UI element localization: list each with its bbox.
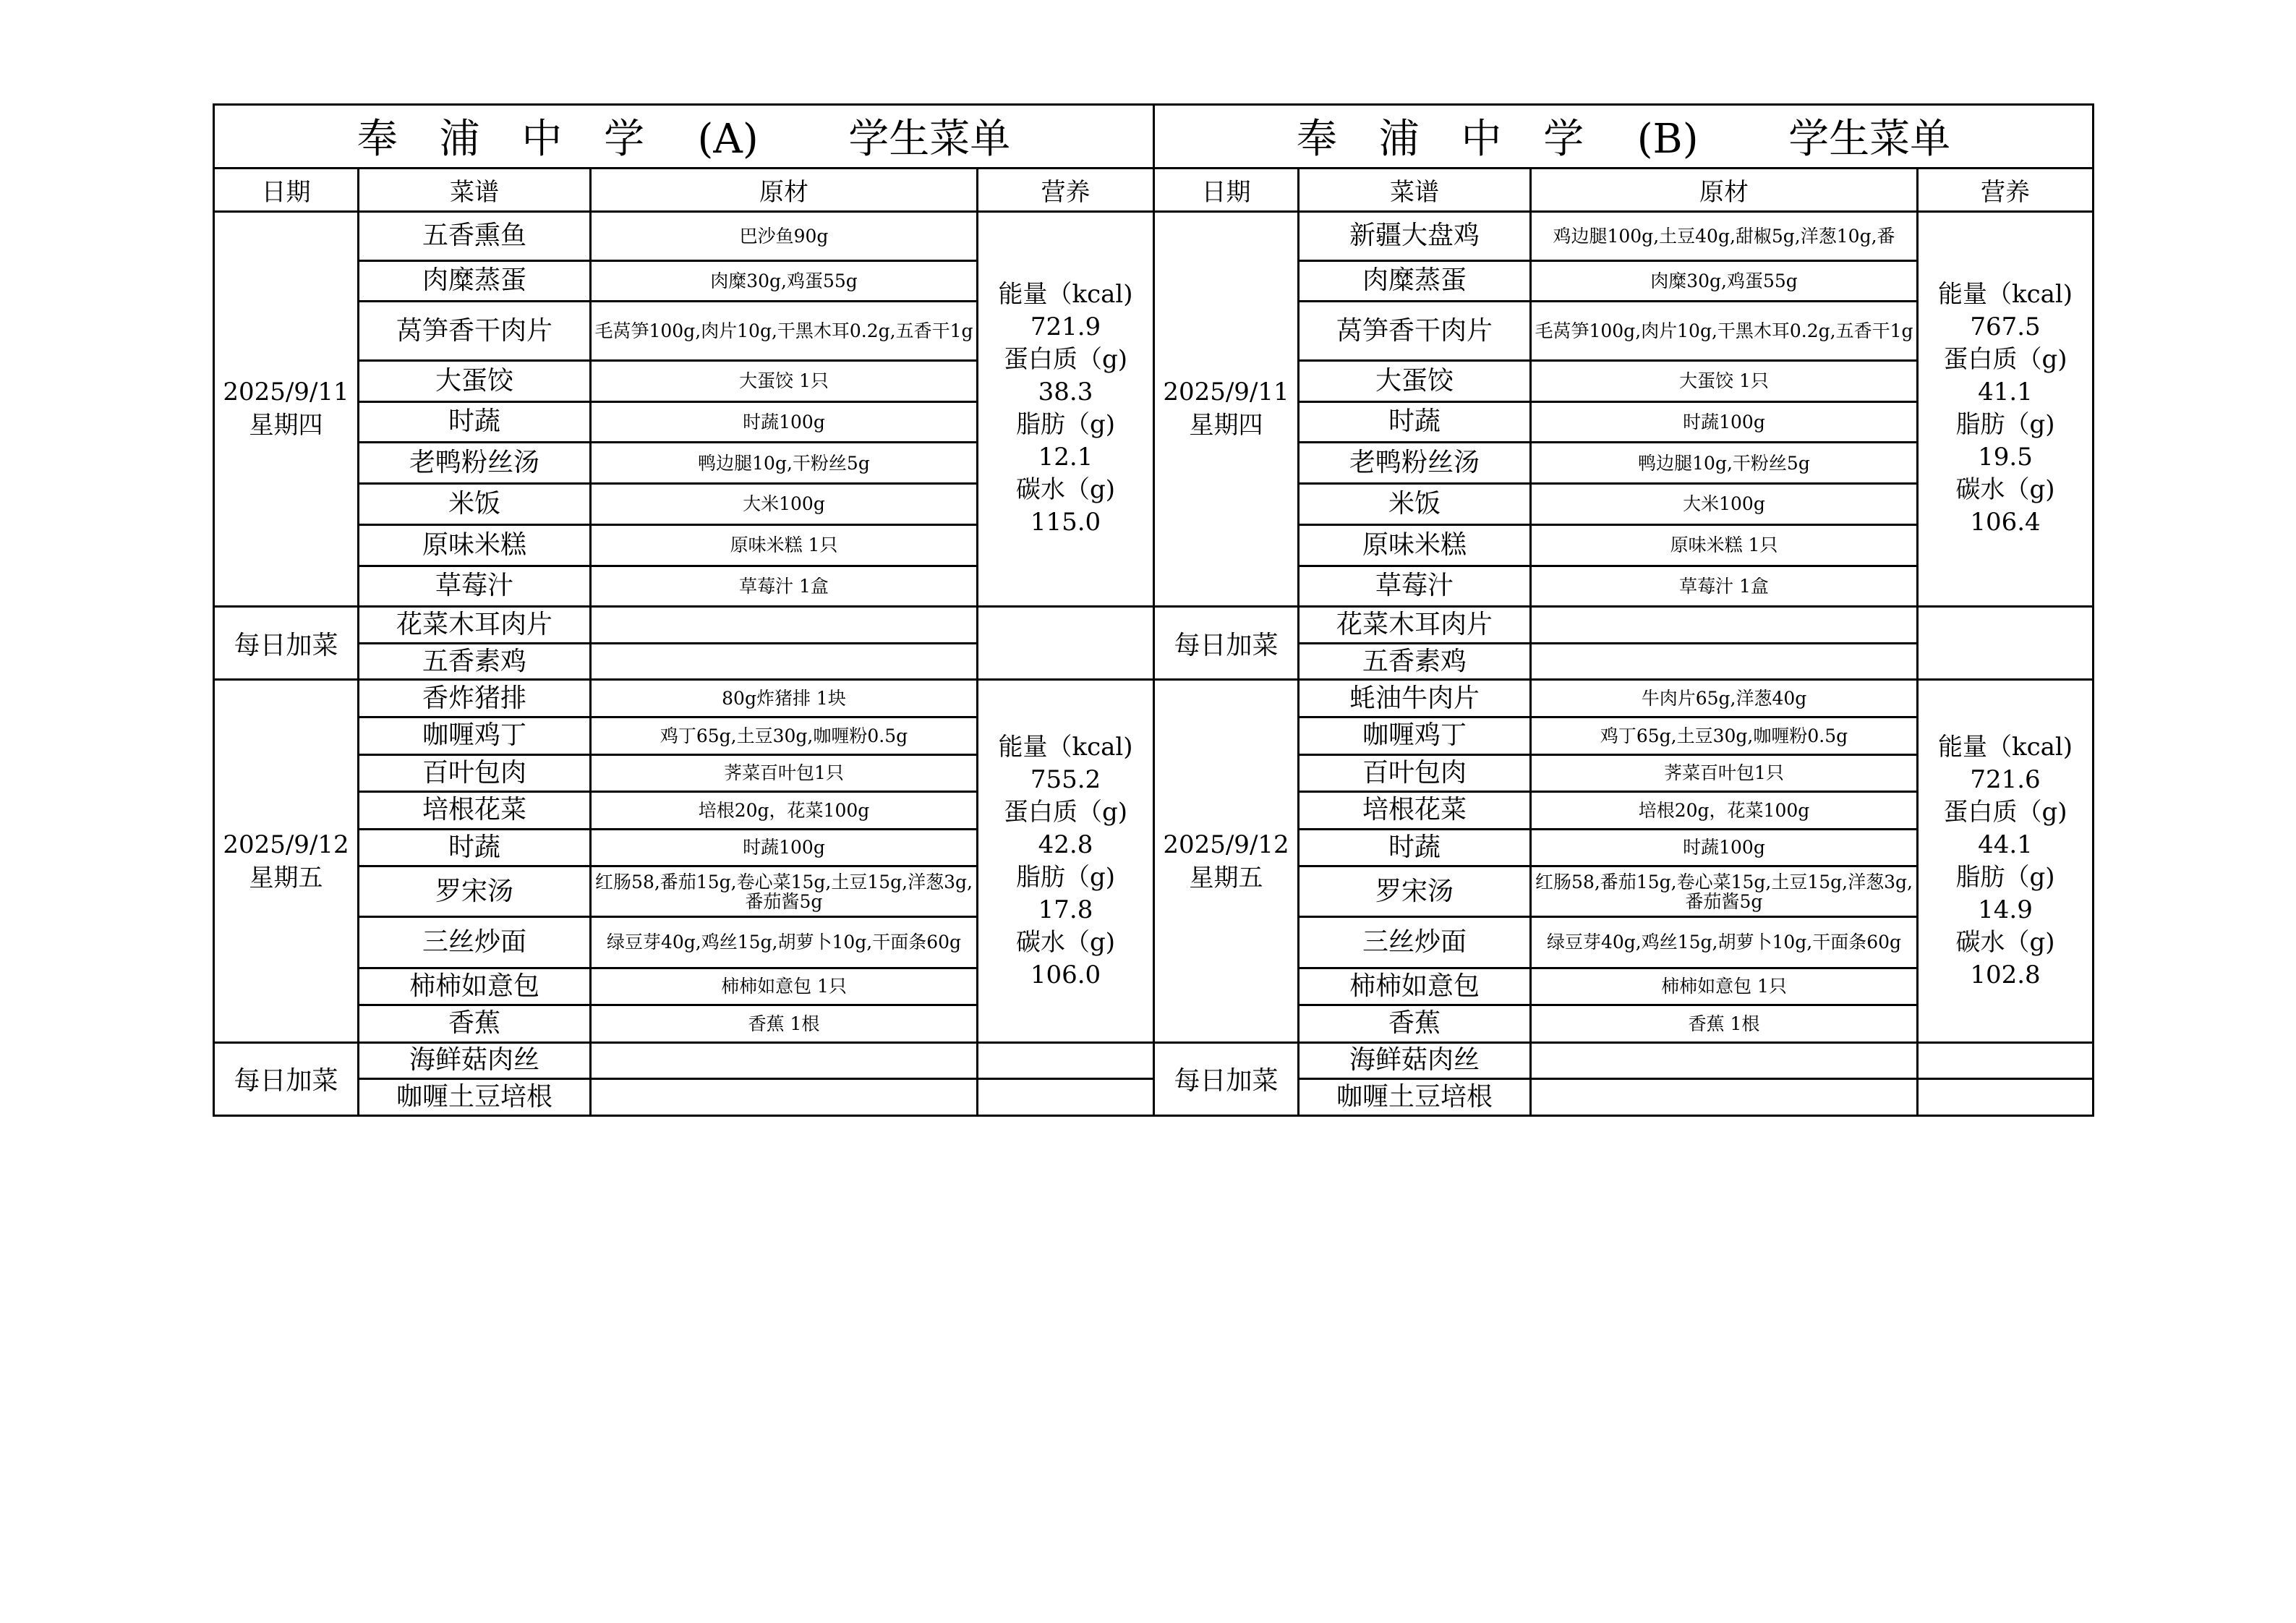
menu-b-dish-name: 草莓汁 [1299, 566, 1531, 607]
menu-a-dish-name: 大蛋饺 [359, 360, 591, 401]
menu-a-dish-name: 百叶包肉 [359, 754, 591, 792]
menu-b-date-cell [1154, 211, 1299, 607]
menu-b-extra-dish: 五香素鸡 [1299, 643, 1531, 680]
menu-a-extra-nutrition-blank [978, 1042, 1154, 1079]
menu-b-dish-ingredients: 绿豆芽40g,鸡丝15g,胡萝卜10g,干面条60g [1531, 917, 1918, 968]
menu-b-dish-name: 蚝油牛肉片 [1299, 680, 1531, 717]
nutrition-line: 106.0 [1030, 960, 1101, 989]
menu-b-dish-ingredients: 肉糜30g,鸡蛋55g [1531, 260, 1918, 302]
menu-a-dish-ingredients: 草莓汁 1盒 [591, 566, 978, 607]
menu-a-dish-name: 香蕉 [359, 1005, 591, 1043]
menu-a-dish-name: 三丝炒面 [359, 917, 591, 968]
menu-b-dish-name: 时蔬 [1299, 401, 1531, 443]
nutrition-line: 12.1 [1038, 443, 1093, 472]
menu-a-extra-ingredients-blank [591, 1079, 978, 1116]
menu-a-dish-ingredients: 原味米糕 1只 [591, 524, 978, 566]
menu-b-dish-name: 三丝炒面 [1299, 917, 1531, 968]
date-value: 2025/9/11 [223, 378, 349, 407]
date-value: 2025/9/12 [1163, 830, 1289, 859]
weekday-value: 星期五 [1189, 863, 1263, 893]
menu-b-dish-ingredients: 红肠58,番茄15g,卷心菜15g,土豆15g,洋葱3g,番茄酱5g [1531, 866, 1918, 917]
menu-b-suffix: 学生菜单 [1788, 116, 1951, 163]
menu-a-dish-name: 米饭 [359, 484, 591, 525]
menu-b-variant: (B) [1636, 116, 1699, 163]
table-row [214, 1042, 2094, 1079]
date-value: 2025/9/11 [1163, 378, 1289, 407]
menu-b-dish-ingredients: 草莓汁 1盒 [1531, 566, 1918, 607]
menu-a-dish-ingredients: 肉糜30g,鸡蛋55g [591, 260, 978, 302]
nutrition-line: 42.8 [1038, 830, 1093, 859]
menu-a-extra-dish: 花菜木耳肉片 [359, 607, 591, 644]
menu-b-dish-ingredients: 时蔬100g [1531, 401, 1918, 443]
menu-a-extra-dish: 咖喱土豆培根 [359, 1079, 591, 1116]
menu-a-extra-nutrition-blank [978, 607, 1154, 680]
menu-b-extra-ingredients-blank [1531, 643, 1918, 680]
weekday-value: 星期五 [249, 863, 323, 893]
menu-b-dish-ingredients: 大蛋饺 1只 [1531, 360, 1918, 401]
nutrition-line: 碳水（g) [1015, 927, 1116, 957]
menu-a-dish-name: 草莓汁 [359, 566, 591, 607]
menu-b-dish-ingredients: 香蕉 1根 [1531, 1005, 1918, 1043]
menu-b-dish-name: 咖喱鸡丁 [1299, 717, 1531, 754]
nutrition-line: 能量（kcal) [998, 732, 1133, 762]
menu-sheet [213, 103, 2092, 1117]
nutrition-line: 蛋白质（g) [1943, 797, 2067, 827]
menu-a-dish-name: 莴笋香干肉片 [359, 302, 591, 361]
menu-b-dish-ingredients: 鸡边腿100g,土豆40g,甜椒5g,洋葱10g,番 [1531, 211, 1918, 260]
menu-a-extra-label: 每日加菜 [214, 607, 359, 680]
header-date: 日期 [1154, 168, 1299, 211]
menu-b-dish-name: 新疆大盘鸡 [1299, 211, 1531, 260]
menu-a-dish-ingredients: 巴沙鱼90g [591, 211, 978, 260]
menu-b-school: 奉 浦 中 学 [1296, 116, 1599, 163]
nutrition-line: 蛋白质（g) [1003, 797, 1128, 827]
menu-a-extra-ingredients-blank [591, 643, 978, 680]
menu-a-dish-name: 时蔬 [359, 829, 591, 866]
menu-a-dish-ingredients: 鸭边腿10g,干粉丝5g [591, 443, 978, 484]
header-date: 日期 [214, 168, 359, 211]
menu-b-date-cell [1154, 680, 1299, 1042]
menu-b-dish-ingredients: 培根20g，花菜100g [1531, 792, 1918, 830]
menu-b-extra-nutrition-blank [1918, 1042, 2094, 1079]
menu-b-dish-name: 原味米糕 [1299, 524, 1531, 566]
nutrition-line: 能量（kcal) [1937, 280, 2073, 310]
menu-b-extra-nutrition-blank [1918, 1079, 2094, 1116]
menu-b-extra-ingredients-blank [1531, 607, 1918, 644]
menu-b-dish-name: 百叶包肉 [1299, 754, 1531, 792]
nutrition-line: 106.4 [1970, 508, 2041, 537]
menu-a-dish-ingredients: 毛莴笋100g,肉片10g,干黑木耳0.2g,五香干1g [591, 302, 978, 361]
table-row [214, 211, 2094, 260]
header-nutrition: 营养 [978, 168, 1154, 211]
menu-a-dish-name: 咖喱鸡丁 [359, 717, 591, 754]
menu-a-dish-name: 培根花菜 [359, 792, 591, 830]
menu-a-dish-name: 柿柿如意包 [359, 968, 591, 1005]
menu-a-dish-ingredients: 绿豆芽40g,鸡丝15g,胡萝卜10g,干面条60g [591, 917, 978, 968]
menu-a-dish-ingredients: 红肠58,番茄15g,卷心菜15g,土豆15g,洋葱3g,番茄酱5g [591, 866, 978, 917]
menu-b-extra-ingredients-blank [1531, 1042, 1918, 1079]
menu-a-extra-dish: 五香素鸡 [359, 643, 591, 680]
menu-table [213, 103, 2094, 1117]
nutrition-line: 115.0 [1030, 508, 1101, 537]
table-row [214, 1079, 2094, 1116]
menu-a-title [214, 105, 1154, 169]
menu-a-dish-ingredients: 荠菜百叶包1只 [591, 754, 978, 792]
menu-a-dish-ingredients: 大米100g [591, 484, 978, 525]
menu-b-extra-dish: 花菜木耳肉片 [1299, 607, 1531, 644]
menu-b-nutrition-cell [1918, 680, 2094, 1042]
nutrition-line: 14.9 [1978, 895, 2033, 924]
menu-a-nutrition-cell [978, 680, 1154, 1042]
menu-a-dish-name: 五香熏鱼 [359, 211, 591, 260]
menu-a-suffix: 学生菜单 [848, 116, 1011, 163]
menu-a-dish-ingredients: 时蔬100g [591, 401, 978, 443]
menu-b-dish-name: 柿柿如意包 [1299, 968, 1531, 1005]
header-dish: 菜谱 [1299, 168, 1531, 211]
menu-a-nutrition-cell [978, 211, 1154, 607]
nutrition-line: 脂肪（g) [1015, 410, 1116, 440]
menu-a-dish-ingredients: 80g炸猪排 1块 [591, 680, 978, 717]
menu-a-extra-nutrition-blank [978, 1079, 1154, 1116]
nutrition-line: 碳水（g) [1955, 475, 2055, 505]
header-ingredients: 原材 [591, 168, 978, 211]
menu-a-extra-label: 每日加菜 [214, 1042, 359, 1115]
menu-b-dish-name: 莴笋香干肉片 [1299, 302, 1531, 361]
menu-b-dish-ingredients: 大米100g [1531, 484, 1918, 525]
menu-b-nutrition-cell [1918, 211, 2094, 607]
menu-b-title [1154, 105, 2094, 169]
menu-b-dish-name: 香蕉 [1299, 1005, 1531, 1043]
menu-a-date-cell [214, 211, 359, 607]
menu-a-variant: (A) [697, 116, 759, 163]
menu-a-dish-ingredients: 时蔬100g [591, 829, 978, 866]
nutrition-line: 碳水（g) [1015, 475, 1116, 505]
menu-b-extra-dish: 海鲜菇肉丝 [1299, 1042, 1531, 1079]
nutrition-line: 能量（kcal) [1937, 732, 2073, 762]
nutrition-line: 蛋白质（g) [1943, 345, 2067, 375]
menu-b-dish-name: 米饭 [1299, 484, 1531, 525]
nutrition-line: 755.2 [1030, 764, 1101, 794]
menu-b-dish-ingredients: 原味米糕 1只 [1531, 524, 1918, 566]
table-row [214, 607, 2094, 644]
nutrition-line: 脂肪（g) [1955, 862, 2055, 892]
menu-b-dish-ingredients: 毛莴笋100g,肉片10g,干黑木耳0.2g,五香干1g [1531, 302, 1918, 361]
menu-a-dish-name: 罗宋汤 [359, 866, 591, 917]
nutrition-line: 41.1 [1978, 378, 2033, 407]
header-nutrition: 营养 [1918, 168, 2094, 211]
menu-b-dish-name: 肉糜蒸蛋 [1299, 260, 1531, 302]
header-ingredients: 原材 [1531, 168, 1918, 211]
nutrition-line: 脂肪（g) [1015, 862, 1116, 892]
menu-a-dish-name: 时蔬 [359, 401, 591, 443]
menu-b-dish-name: 培根花菜 [1299, 792, 1531, 830]
menu-a-dish-name: 肉糜蒸蛋 [359, 260, 591, 302]
nutrition-line: 767.5 [1970, 312, 2041, 342]
nutrition-line: 蛋白质（g) [1003, 345, 1128, 375]
menu-b-extra-nutrition-blank [1918, 607, 2094, 680]
menu-a-date-cell [214, 680, 359, 1042]
nutrition-line: 38.3 [1038, 378, 1093, 407]
menu-b-extra-ingredients-blank [1531, 1079, 1918, 1116]
nutrition-line: 碳水（g) [1955, 927, 2055, 957]
menu-a-dish-ingredients: 鸡丁65g,土豆30g,咖喱粉0.5g [591, 717, 978, 754]
menu-b-extra-label: 每日加菜 [1154, 607, 1299, 680]
menu-b-dish-ingredients: 柿柿如意包 1只 [1531, 968, 1918, 1005]
nutrition-line: 17.8 [1038, 895, 1093, 924]
menu-b-dish-name: 老鸭粉丝汤 [1299, 443, 1531, 484]
menu-b-dish-ingredients: 荠菜百叶包1只 [1531, 754, 1918, 792]
menu-b-dish-ingredients: 鸭边腿10g,干粉丝5g [1531, 443, 1918, 484]
menu-a-extra-dish: 海鲜菇肉丝 [359, 1042, 591, 1079]
nutrition-line: 能量（kcal) [998, 280, 1133, 310]
menu-a-dish-ingredients: 培根20g，花菜100g [591, 792, 978, 830]
nutrition-line: 44.1 [1978, 830, 2033, 859]
menu-a-extra-ingredients-blank [591, 607, 978, 644]
menu-b-dish-ingredients: 时蔬100g [1531, 829, 1918, 866]
table-row [214, 680, 2094, 717]
menu-a-dish-ingredients: 大蛋饺 1只 [591, 360, 978, 401]
menu-b-dish-name: 大蛋饺 [1299, 360, 1531, 401]
menu-a-extra-ingredients-blank [591, 1042, 978, 1079]
nutrition-line: 脂肪（g) [1955, 410, 2055, 440]
menu-b-extra-label: 每日加菜 [1154, 1042, 1299, 1115]
menu-b-dish-name: 罗宋汤 [1299, 866, 1531, 917]
menu-b-dish-ingredients: 鸡丁65g,土豆30g,咖喱粉0.5g [1531, 717, 1918, 754]
menu-a-dish-ingredients: 香蕉 1根 [591, 1005, 978, 1043]
nutrition-line: 19.5 [1978, 443, 2033, 472]
weekday-value: 星期四 [249, 411, 323, 440]
menu-b-dish-ingredients: 牛肉片65g,洋葱40g [1531, 680, 1918, 717]
nutrition-line: 721.9 [1030, 312, 1101, 342]
nutrition-line: 102.8 [1970, 960, 2041, 989]
menu-a-dish-name: 原味米糕 [359, 524, 591, 566]
menu-a-school: 奉 浦 中 学 [357, 116, 660, 163]
menu-a-dish-name: 香炸猪排 [359, 680, 591, 717]
date-value: 2025/9/12 [223, 830, 349, 859]
menu-a-dish-ingredients: 柿柿如意包 1只 [591, 968, 978, 1005]
header-dish: 菜谱 [359, 168, 591, 211]
menu-a-dish-name: 老鸭粉丝汤 [359, 443, 591, 484]
weekday-value: 星期四 [1189, 411, 1263, 440]
menu-b-extra-dish: 咖喱土豆培根 [1299, 1079, 1531, 1116]
nutrition-line: 721.6 [1970, 764, 2041, 794]
menu-b-dish-name: 时蔬 [1299, 829, 1531, 866]
